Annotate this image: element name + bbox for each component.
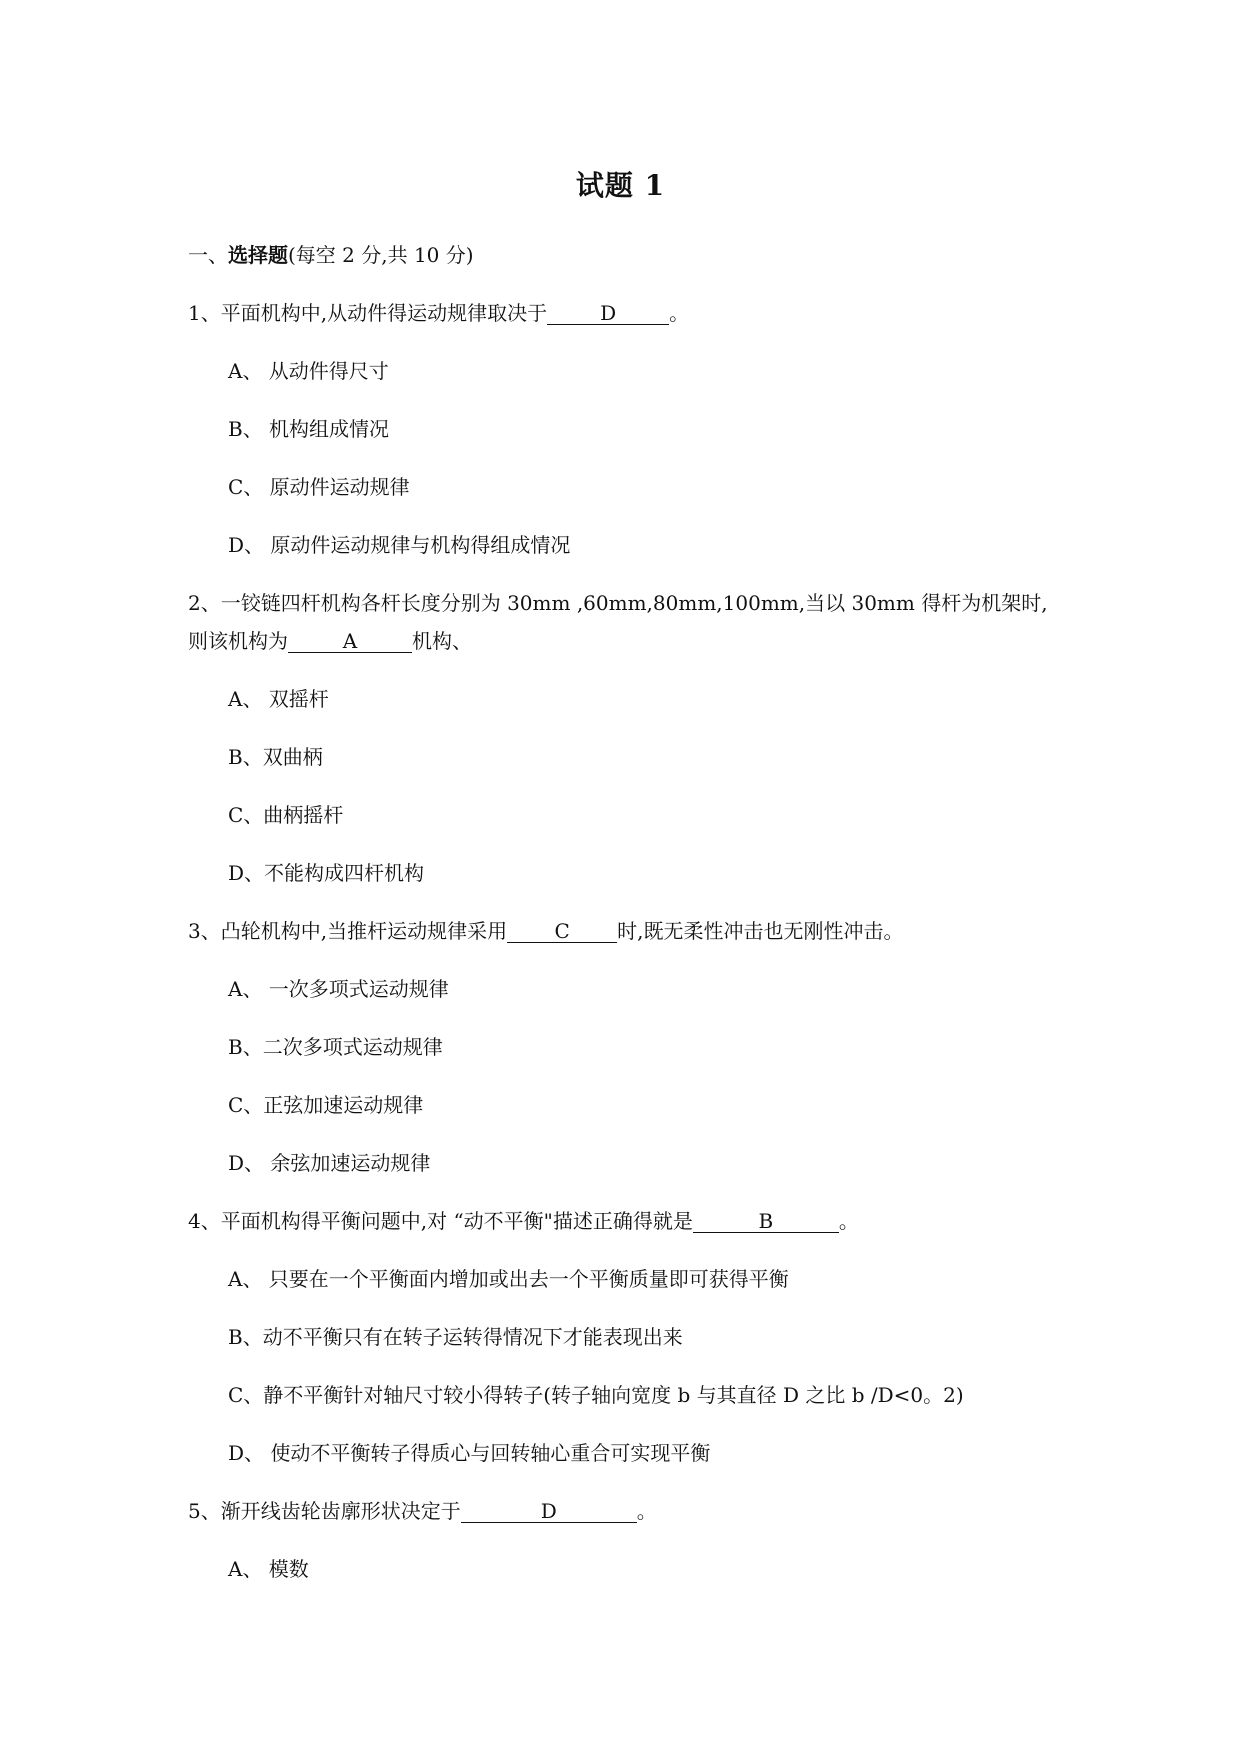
q1-option-a: A、 从动件得尺寸 (228, 359, 389, 383)
question-suffix: 。 (669, 301, 690, 325)
q1-option-d: D、 原动件运动规律与机构得组成情况 (228, 533, 571, 557)
question-5 (188, 1497, 657, 1525)
q4-option-d: D、 使动不平衡转子得质心与回转轴心重合可实现平衡 (228, 1441, 711, 1465)
q1-option-b: B、 机构组成情况 (228, 417, 390, 441)
q3-option-d: D、 余弦加速运动规律 (228, 1151, 431, 1175)
answer-blank: B (693, 1210, 839, 1233)
question-2-line-2 (188, 627, 472, 655)
section-note: (每空 2 分,共 10 分) (288, 243, 474, 267)
question-2-line-1: 2、一铰链四杆机构各杆长度分别为 30mm ,60mm,80mm,100mm,当以 30mm 得杆为机架时, (188, 591, 1048, 615)
q1-option-c: C、 原动件运动规律 (228, 475, 410, 499)
question-text: 5、渐开线齿轮齿廓形状决定于 (188, 1499, 461, 1523)
q4-option-a: A、 只要在一个平衡面内增加或出去一个平衡质量即可获得平衡 (228, 1267, 789, 1291)
question-suffix: 时,既无柔性冲击也无刚性冲击。 (617, 919, 904, 943)
section-name: 选择题 (228, 243, 288, 267)
question-text: 4、平面机构得平衡问题中,对 “动不平衡"描述正确得就是 (188, 1209, 693, 1233)
question-text: 3、凸轮机构中,当推杆运动规律采用 (188, 919, 508, 943)
question-suffix: 。 (838, 1209, 859, 1233)
question-4 (188, 1207, 859, 1235)
answer-blank: A (288, 630, 412, 653)
q3-option-b: B、二次多项式运动规律 (228, 1035, 443, 1059)
question-text: 则该机构为 (188, 629, 288, 653)
question-3 (188, 917, 903, 945)
section-prefix: 一、 (188, 243, 228, 267)
q5-option-a: A、 模数 (228, 1557, 309, 1581)
q3-option-a: A、 一次多项式运动规律 (228, 977, 449, 1001)
q2-option-d: D、不能构成四杆机构 (228, 861, 425, 885)
answer-blank: D (461, 1500, 637, 1523)
q4-option-b: B、动不平衡只有在转子运转得情况下才能表现出来 (228, 1325, 683, 1349)
question-suffix: 。 (636, 1499, 657, 1523)
q2-option-c: C、曲柄摇杆 (228, 803, 344, 827)
question-suffix: 机构、 (412, 629, 472, 653)
q2-option-a: A、 双摇杆 (228, 687, 329, 711)
q2-option-b: B、双曲柄 (228, 745, 323, 769)
answer-blank: C (507, 920, 617, 943)
section-heading (188, 241, 474, 269)
q3-option-c: C、正弦加速运动规律 (228, 1093, 424, 1117)
question-text: 1、平面机构中,从动件得运动规律取决于 (188, 301, 548, 325)
page-title: 试题 1 (575, 169, 666, 202)
question-1 (188, 299, 689, 327)
q4-option-c: C、静不平衡针对轴尺寸较小得转子(转子轴向宽度 b 与其直径 D 之比 b /D<0。2) (228, 1383, 964, 1407)
answer-blank: D (547, 302, 669, 325)
